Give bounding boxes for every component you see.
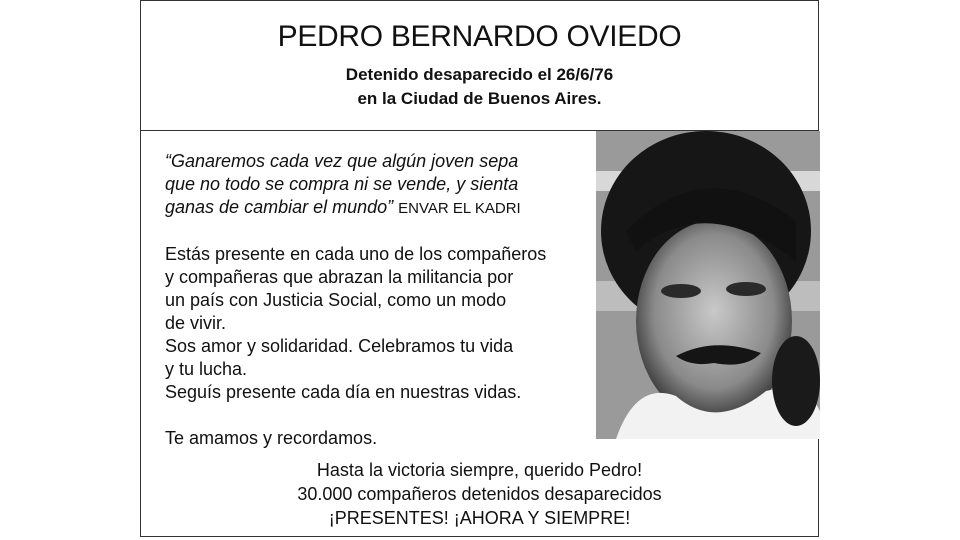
quote-line: “Ganaremos cada vez que algún joven sepa	[165, 151, 519, 171]
quote	[165, 150, 605, 220]
notice-body	[165, 150, 605, 473]
disappearance-info	[141, 63, 818, 111]
quote-line: ganas de cambiar el mundo”	[165, 197, 394, 217]
footer-line: ¡PRESENTES! ¡AHORA Y SIEMPRE!	[328, 508, 631, 528]
quote-author: ENVAR EL KADRI	[398, 200, 521, 217]
disappearance-place: en la Ciudad de Buenos Aires.	[357, 89, 602, 108]
message-line: y compañeras que abrazan la militancia por	[165, 267, 514, 287]
portrait-photo	[596, 131, 820, 439]
message-line: Estás presente en cada uno de los compañeros	[165, 244, 547, 264]
message-line: Sos amor y solidaridad. Celebramos tu vida	[165, 336, 514, 356]
message-line: y tu lucha.	[165, 359, 248, 379]
footer-line: 30.000 compañeros detenidos desaparecidos	[297, 484, 662, 504]
closing: Te amamos y recordamos.	[165, 428, 378, 448]
notice-footer	[141, 458, 818, 530]
message-line: Seguís presente cada día en nuestras vidas.	[165, 382, 522, 402]
person-name: PEDRO BERNARDO OVIEDO	[277, 20, 682, 53]
disappearance-date: Detenido desaparecido el 26/6/76	[345, 65, 614, 84]
notice-header	[141, 1, 818, 131]
memorial-notice	[140, 0, 819, 537]
message-line: de vivir.	[165, 313, 227, 333]
message	[165, 243, 605, 404]
quote-line: que no todo se compra ni se vende, y sienta	[165, 174, 519, 194]
footer-line: Hasta la victoria siempre, querido Pedro!	[316, 460, 643, 480]
message-line: un país con Justicia Social, como un modo	[165, 290, 507, 310]
